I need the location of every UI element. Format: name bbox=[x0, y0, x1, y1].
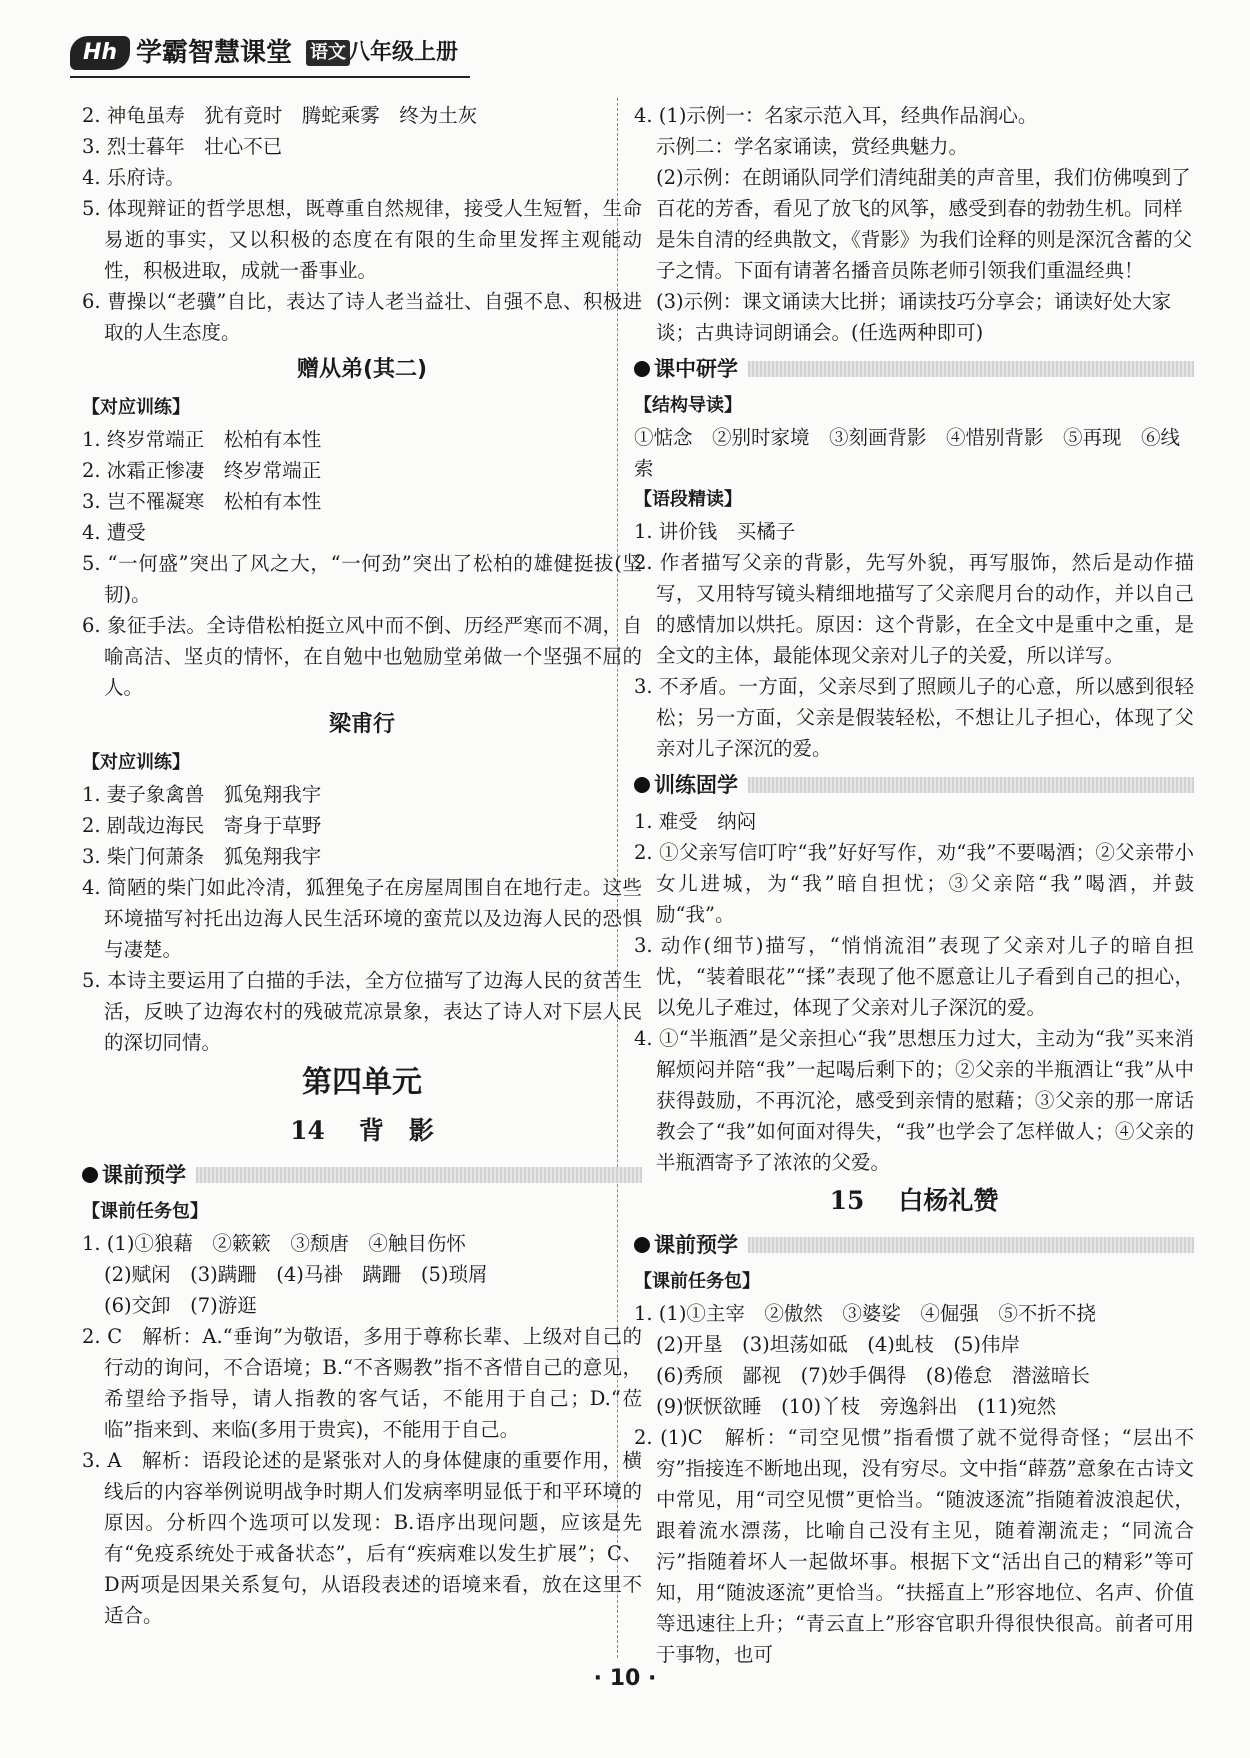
lesson-number: 14 bbox=[290, 1116, 325, 1145]
list-item: 2. 神龟虽寿 犹有竟时 腾蛇乘雾 终为土灰 bbox=[82, 104, 478, 127]
list-item: (2)示例：在朗诵队同学们清纯甜美的声音里，我们仿佛嗅到了百花的芳香，看见了放飞的风筝，感受到春的勃勃生机。同样是朱自清的经典散文，《背影》为我们诠释的则是深沉含蓄的父子之情。下面有请著名播音员陈老师引领我们重温经典！ bbox=[656, 166, 1193, 282]
list-item: 4. 简陋的柴门如此冷清，狐狸兔子在房屋周围自在地行走。这些环境描写衬托出边海人民生活环境的蛮荒以及边海人民的恐惧与凄楚。 bbox=[82, 876, 642, 961]
bullet-dot-icon bbox=[634, 361, 650, 377]
list-item: 3. 动作(细节)描写，“悄悄流泪”表现了父亲对儿子的暗自担忧，“装着眼花”“揉”表现了他不愿意让儿子看到自己的担心，以免儿子难过，体现了父亲对儿子深沉的爱。 bbox=[634, 934, 1194, 1019]
section-tag: 【语段精读】 bbox=[634, 489, 742, 510]
list-item: 1. (1)①狼藉 ②簌簌 ③颓唐 ④触目伤怀 bbox=[82, 1232, 466, 1255]
section-title: 课前预学 bbox=[654, 1233, 738, 1257]
lesson-name: 白杨礼赞 bbox=[898, 1186, 999, 1215]
section-header bbox=[634, 352, 1194, 386]
section-header bbox=[82, 1158, 642, 1192]
list-item: 1. 终岁常端正 松柏有本性 bbox=[82, 428, 322, 451]
list-item: 3. A 解析：语段论述的是紧张对人的身体健康的重要作用，横线后的内容举例说明战争时期人们发病率明显低于和平环境的原因。分析四个选项可以发现：B.语序出现问题，应该是先有“免疫系统处于戒备状态”，后有“疾病难以发生扩展”；C、D两项是因果关系复句，从语段表述的语境来看，放在这里不适合。 bbox=[82, 1449, 642, 1627]
list-item: (6)交卸 (7)游逛 bbox=[104, 1294, 257, 1317]
poem-title: 梁甫行 bbox=[328, 712, 395, 737]
header-rule bbox=[70, 76, 470, 78]
list-item: 2. 剧哉边海民 寄身于草野 bbox=[82, 814, 322, 837]
structure-text: ①惦念 ②别时家境 ③刻画背影 ④惜别背影 ⑤再现 ⑥线索 bbox=[634, 426, 1181, 480]
list-item: 5. 本诗主要运用了白描的手法，全方位描写了边海人民的贫苦生活，反映了边海农村的残破荒凉景象，表达了诗人对下层人民的深切同情。 bbox=[82, 969, 642, 1054]
list-item: 1. 难受 纳闷 bbox=[634, 810, 757, 833]
subject-badge: 语文 bbox=[306, 40, 350, 66]
left-column bbox=[82, 100, 642, 1631]
section-title: 课中研学 bbox=[654, 357, 738, 381]
list-item: (3)示例：课文诵读大比拼；诵读技巧分享会；诵读好处大家谈；古典诗词朗诵会。(任选两种即可) bbox=[656, 290, 1172, 344]
list-item: 4. 乐府诗。 bbox=[82, 166, 185, 189]
section-tag: 【课前任务包】 bbox=[82, 1201, 208, 1222]
section-tag: 【对应训练】 bbox=[82, 397, 190, 418]
list-item: 4. ①“半瓶酒”是父亲担心“我”思想压力过大，主动为“我”买来消解烦闷并陪“我”一起喝后剩下的；②父亲的半瓶酒让“我”从中获得鼓励，不再沉沦，感受到亲情的慰藉；③父亲的那一席话教会了“我”如何面对得失，“我”也学会了怎样做人；④父亲的半瓶酒寄予了浓浓的父爱。 bbox=[634, 1027, 1194, 1174]
poem-title: 赠从弟(其二) bbox=[296, 357, 428, 382]
lesson-title bbox=[634, 1178, 1194, 1224]
section-tag: 【对应训练】 bbox=[82, 752, 190, 773]
list-item: 3. 柴门何萧条 狐兔翔我宇 bbox=[82, 845, 322, 868]
list-item: 1. 讲价钱 买橘子 bbox=[634, 520, 796, 543]
right-column bbox=[634, 100, 1194, 1670]
section-header bbox=[634, 768, 1194, 802]
bullet-dot-icon bbox=[634, 1237, 650, 1253]
section-bar bbox=[748, 777, 1194, 793]
list-item: 4. 遭受 bbox=[82, 521, 146, 544]
list-item: 2. C 解析：A.“垂询”为敬语，多用于尊称长辈、上级对自己的行动的询问，不合语境；B.“不吝赐教”指不吝惜自己的意见，希望给予指导，请人指教的客气话，不能用于自己；D.“莅临”指来到、来临(多用于贵宾)，不能用于自己。 bbox=[82, 1325, 642, 1441]
list-item: 5. 体现辩证的哲学思想，既尊重自然规律，接受人生短暂，生命易逝的事实，又以积极的态度在有限的生命里发挥主观能动性，积极进取，成就一番事业。 bbox=[82, 197, 642, 282]
list-item: (9)恹恹欲睡 (10)丫枝 旁逸斜出 (11)宛然 bbox=[656, 1395, 1057, 1418]
list-item: 4. (1)示例一：名家示范入耳，经典作品润心。 bbox=[634, 104, 1038, 127]
page-header bbox=[70, 30, 490, 78]
list-item: 2. 冰霜正惨凄 终岁常端正 bbox=[82, 459, 322, 482]
list-item: 2. 作者描写父亲的背影，先写外貌，再写服饰，然后是动作描写，又用特写镜头精细地描写了父亲爬月台的动作，并以自己的感情加以烘托。原因：这个背影，在全文中是重中之重，是全文的主体，最能体现父亲对儿子的关爱，所以详写。 bbox=[634, 551, 1194, 667]
section-tag: 【课前任务包】 bbox=[634, 1271, 760, 1292]
grade-label: 八年级上册 bbox=[348, 40, 459, 65]
brand-name: 学霸智慧课堂 bbox=[136, 38, 293, 68]
lesson-title bbox=[82, 1108, 642, 1154]
lesson-number: 15 bbox=[829, 1186, 865, 1215]
list-item: 2. (1)C 解析：“司空见惯”指看惯了就不觉得奇怪；“层出不穷”指接连不断地出现，没有穷尽。文中指“薜荔”意象在古诗文中常见，用“司空见惯”更恰当。“随波逐流”指随着波浪起伏，跟着流水漂荡，比喻自己没有主见，随着潮流走；“同流合污”指随着坏人一起做坏事。根据下文“活出自己的精彩”等可知，用“随波逐流”更恰当。“扶摇直上”形容地位、名声、价值等迅速往上升；“青云直上”形容官职升得很快很高。前者可用于事物，也可 bbox=[634, 1426, 1194, 1666]
section-bar bbox=[196, 1167, 642, 1183]
list-item: 2. ①父亲写信叮咛“我”好好写作，劝“我”不要喝酒；②父亲带小女儿进城，为“我”暗自担忧；③父亲陪“我”喝酒，并鼓励“我”。 bbox=[634, 841, 1194, 926]
section-title: 训练固学 bbox=[654, 773, 738, 797]
list-item: 3. 烈士暮年 壮心不已 bbox=[82, 135, 283, 158]
section-title: 课前预学 bbox=[102, 1163, 186, 1187]
lesson-name: 背 影 bbox=[358, 1116, 434, 1145]
list-item: 3. 不矛盾。一方面，父亲尽到了照顾儿子的心意，所以感到很轻松；另一方面，父亲是假装轻松，不想让儿子担心，体现了父亲对儿子深沉的爱。 bbox=[634, 675, 1194, 760]
list-item: (2)开垦 (3)坦荡如砥 (4)虬枝 (5)伟岸 bbox=[656, 1333, 1020, 1356]
section-bar bbox=[748, 1237, 1194, 1253]
list-item: (2)赋闲 (3)蹒跚 (4)马褂 蹒跚 (5)琐屑 bbox=[104, 1263, 488, 1286]
list-item: 示例二：学名家诵读，赏经典魅力。 bbox=[656, 135, 969, 158]
section-bar bbox=[748, 361, 1194, 377]
list-item: 6. 象征手法。全诗借松柏挺立风中而不倒、历经严寒而不凋，自喻高洁、坚贞的情怀，在自勉中也勉励堂弟做一个坚强不屈的人。 bbox=[82, 614, 642, 699]
page-number: · 10 · bbox=[593, 1666, 657, 1691]
list-item: 1. (1)①主宰 ②傲然 ③婆娑 ④倔强 ⑤不折不挠 bbox=[634, 1302, 1096, 1325]
section-header bbox=[634, 1228, 1194, 1262]
section-tag: 【结构导读】 bbox=[634, 395, 742, 416]
bullet-dot-icon bbox=[634, 777, 650, 793]
list-item: 5. “一何盛”突出了风之大，“一何劲”突出了松柏的雄健挺拔(坚韧)。 bbox=[82, 552, 642, 606]
list-item: 3. 岂不罹凝寒 松柏有本性 bbox=[82, 490, 322, 513]
list-item: (6)秀颀 鄙视 (7)妙手偶得 (8)倦怠 潜滋暗长 bbox=[656, 1364, 1090, 1387]
unit-title: 第四单元 bbox=[302, 1065, 422, 1100]
list-item: 6. 曹操以“老骥”自比，表达了诗人老当益壮、自强不息、积极进取的人生态度。 bbox=[82, 290, 642, 344]
bullet-dot-icon bbox=[82, 1167, 98, 1183]
list-item: 1. 妻子象禽兽 狐兔翔我宇 bbox=[82, 783, 322, 806]
brand-logo-icon: Hh bbox=[70, 36, 130, 70]
